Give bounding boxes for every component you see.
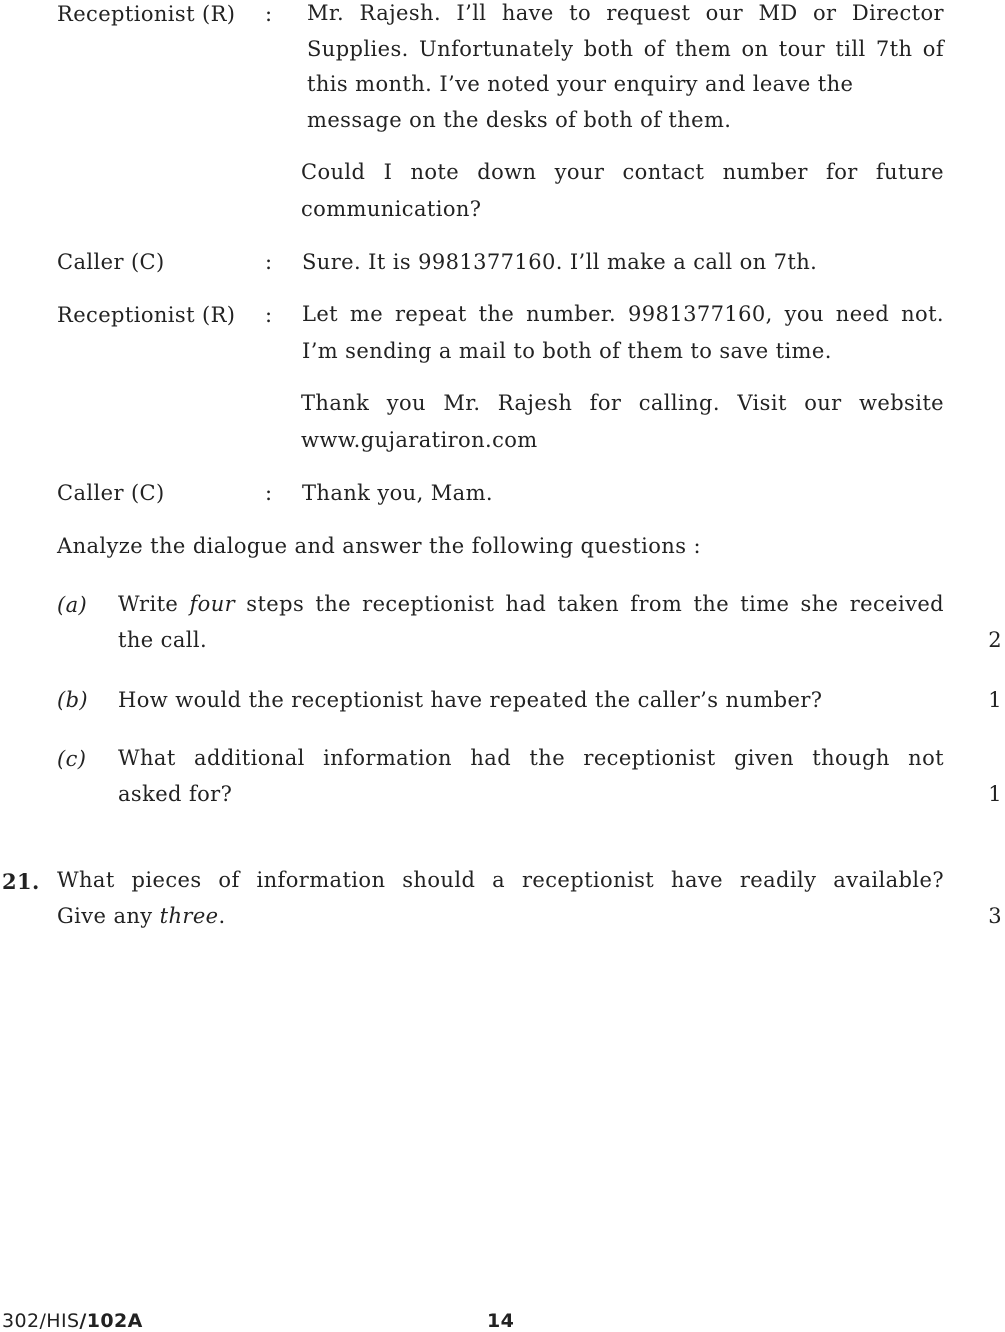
question-21-marks: 3 [988,904,1002,928]
dialogue-line-receptionist-4-last: www.gujaratiron.com [301,428,538,452]
question-a-line-2: the call. [118,628,208,652]
question-a-line-1: Write four steps the receptionist had taken from the time she received [118,592,945,616]
dialogue-line-caller-2: Thank you, Mam. [302,481,493,505]
question-b-line-1: How would the receptionist have repeated the caller’s number? [118,688,823,712]
dialogue-line-receptionist-3-last: I’m sending a mail to both of them to save time. [302,339,832,363]
dialogue-speaker-caller: Caller (C) [57,250,165,274]
dialogue-colon: : [265,2,273,26]
dialogue-colon: : [265,303,273,327]
question-c-line-2: asked for? [118,782,233,806]
dialogue-speaker-receptionist: Receptionist (R) [57,303,236,327]
question-c-line-1: What additional information had the receptionist given though not [118,746,944,770]
question-21-number: 21. [2,869,40,894]
dialogue-colon: : [265,250,273,274]
question-label-c: (c) [57,747,87,771]
question-label-b: (b) [57,688,89,712]
dialogue-line-receptionist-3: Let me repeat the number. 9981377160, you need not. [302,302,944,326]
paper-code: 302/HIS/102A [2,1310,143,1332]
question-21-line-1: What pieces of information should a receptionist have readily available? [57,868,944,892]
question-label-a: (a) [57,593,88,617]
page-number: 14 [487,1310,515,1332]
dialogue-speaker-receptionist: Receptionist (R) [57,2,236,26]
dialogue-speaker-caller: Caller (C) [57,481,165,505]
dialogue-line-receptionist-2: Could I note down your contact number for future [301,160,944,184]
question-c-marks: 1 [988,782,1002,806]
dialogue-line-receptionist-1-last: message on the desks of both of them. [307,108,732,132]
dialogue-line-receptionist-1: Mr. Rajesh. I’ll have to request our MD or Director Supplies. Unfortunately both of them on tour till 7th of this month. I’ve noted your enquiry and leave the [307,1,944,96]
question-a-marks: 2 [988,628,1002,652]
instruction-text: Analyze the dialogue and answer the following questions : [57,534,701,558]
question-21-line-2: Give any three. [57,904,226,928]
dialogue-line-receptionist-4: Thank you Mr. Rajesh for calling. Visit our website [301,391,944,415]
question-b-marks: 1 [988,688,1002,712]
dialogue-line-receptionist-2-last: communication? [301,197,482,221]
dialogue-line-caller-1: Sure. It is 9981377160. I’ll make a call on 7th. [302,250,818,274]
dialogue-colon: : [265,481,273,505]
